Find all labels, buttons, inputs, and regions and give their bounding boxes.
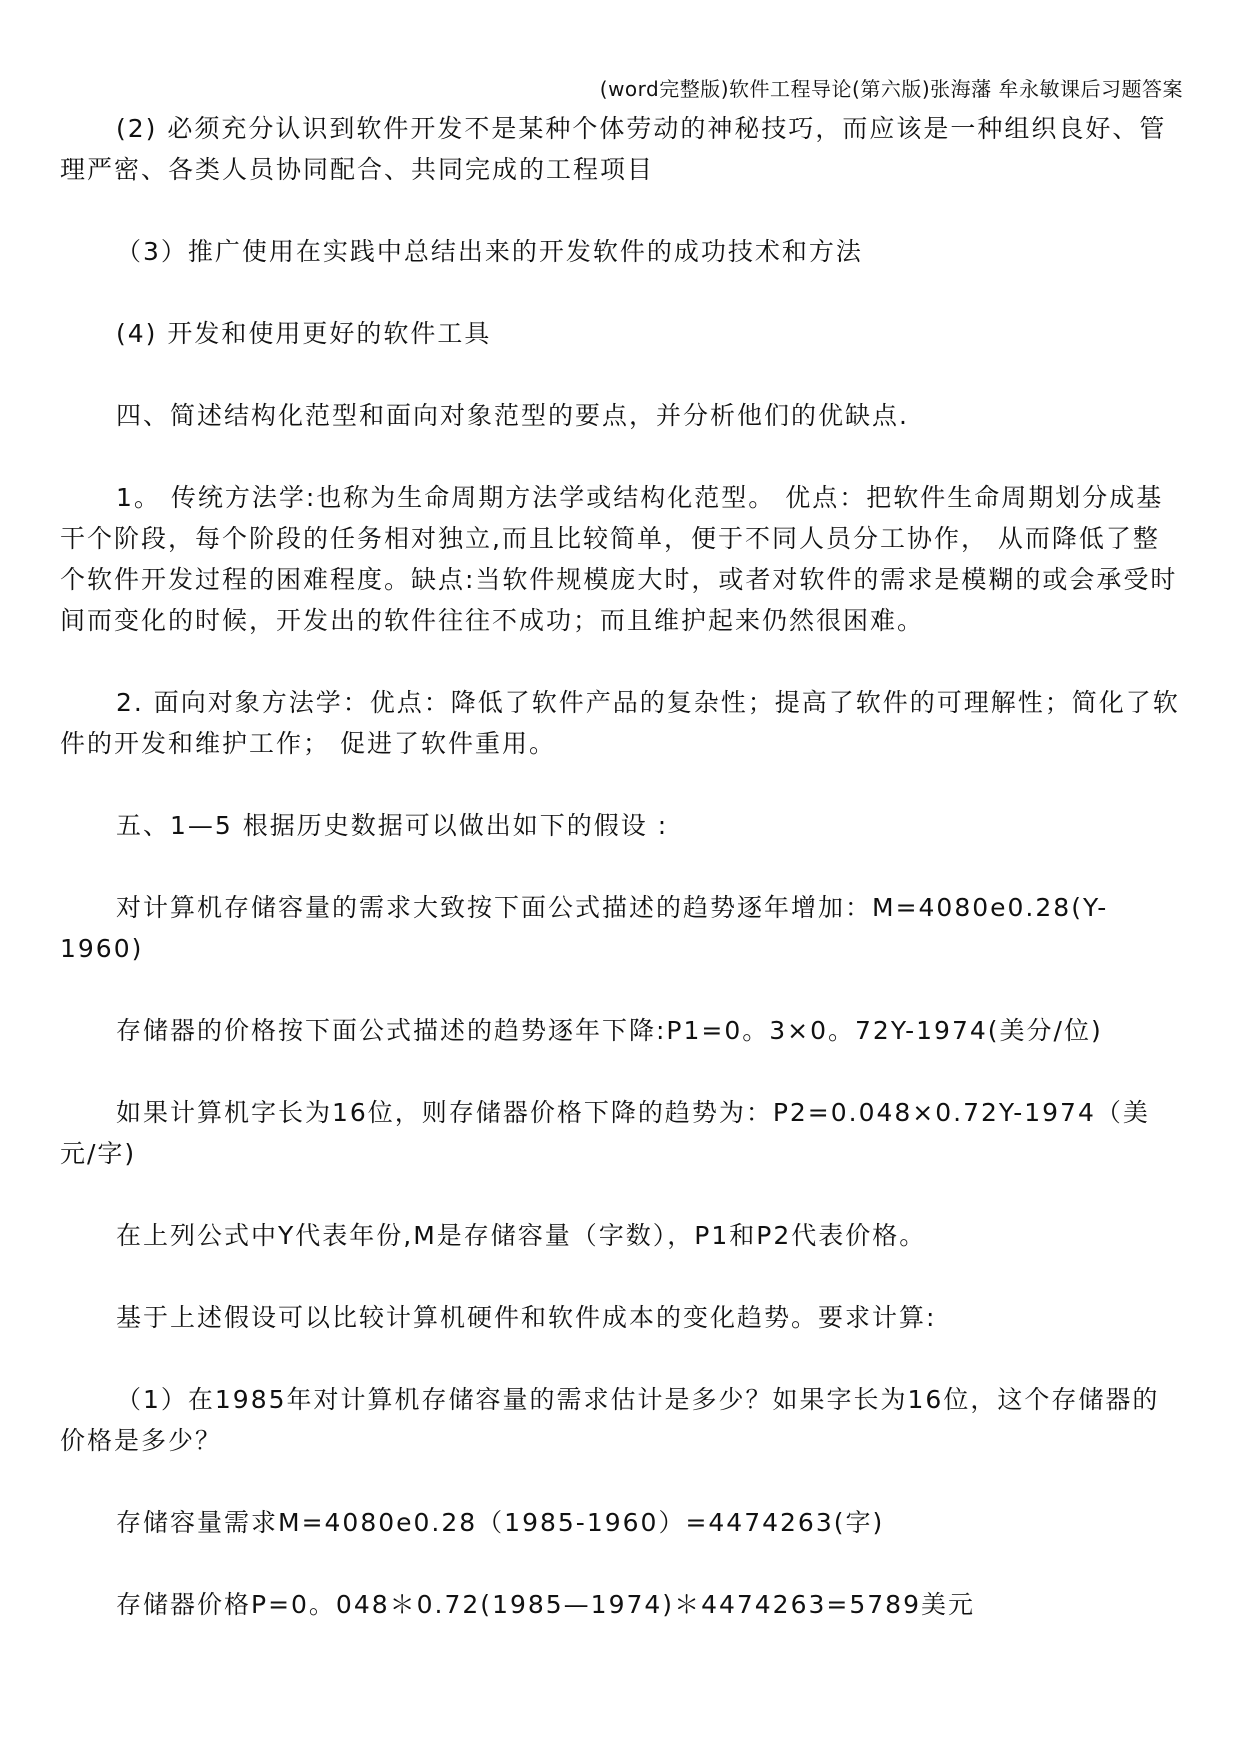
paragraph-point-4: (4) 开发和使用更好的软件工具	[116, 319, 492, 348]
paragraph-word-price-formula: 如果计算机字长为16位，则存储器价格下降的趋势为：P2=0.048×0.72Y-1974（美元/字)	[60, 1098, 1150, 1168]
section-heading-4: 四、简述结构化范型和面向对象范型的要点，并分析他们的优缺点.	[116, 401, 909, 430]
section-heading-5: 五、1—5 根据历史数据可以做出如下的假设 :	[116, 811, 669, 840]
paragraph-object-oriented-method: 2. 面向对象方法学：优点：降低了软件产品的复杂性；提高了软件的可理解性；简化了软件的开发和维护工作； 促进了软件重用。	[60, 688, 1180, 758]
paragraph-storage-price-formula: 存储器的价格按下面公式描述的趋势逐年下降:P1=0。3×0。72Y-1974(美分/位)	[116, 1016, 1103, 1045]
page-header-title: (word完整版)软件工程导论(第六版)张海藩 牟永敏课后习题答案	[599, 77, 1183, 101]
document-body	[60, 108, 1184, 1666]
paragraph-calculation-request: 基于上述假设可以比较计算机硬件和软件成本的变化趋势。要求计算:	[116, 1303, 937, 1332]
paragraph-formula-legend: 在上列公式中Y代表年份,M是存储容量（字数），P1和P2代表价格。	[116, 1221, 927, 1250]
paragraph-point-3: （3）推广使用在实践中总结出来的开发软件的成功技术和方法	[116, 237, 863, 266]
paragraph-storage-demand-formula: 对计算机存储容量的需求大致按下面公式描述的趋势逐年增加：M=4080e0.28(Y-1960)	[60, 893, 1109, 963]
paragraph-storage-price-answer: 存储器价格P=0。048＊0.72(1985—1974)＊4474263=5789美元	[116, 1590, 975, 1619]
paragraph-storage-demand-answer: 存储容量需求M=4080e0.28（1985-1960）=4474263(字)	[116, 1508, 885, 1537]
paragraph-point-2: (2) 必须充分认识到软件开发不是某种个体劳动的神秘技巧，而应该是一种组织良好、管理严密、各类人员协同配合、共同完成的工程项目	[60, 114, 1167, 184]
paragraph-traditional-method: 1。 传统方法学:也称为生命周期方法学或结构化范型。 优点：把软件生命周期划分成基干个阶段，每个阶段的任务相对独立,而且比较简单，便于不同人员分工协作， 从而降低了整个软件开发过程的困难程度。缺点:当软件规模庞大时，或者对软件的需求是模糊的或会承受时 间而变化的时候，开发出的软件往往不成功；而且维护起来仍然很困难。	[60, 483, 1178, 635]
paragraph-question-1: （1）在1985年对计算机存储容量的需求估计是多少？如果字长为16位，这个存储器的价格是多少？	[60, 1385, 1160, 1455]
